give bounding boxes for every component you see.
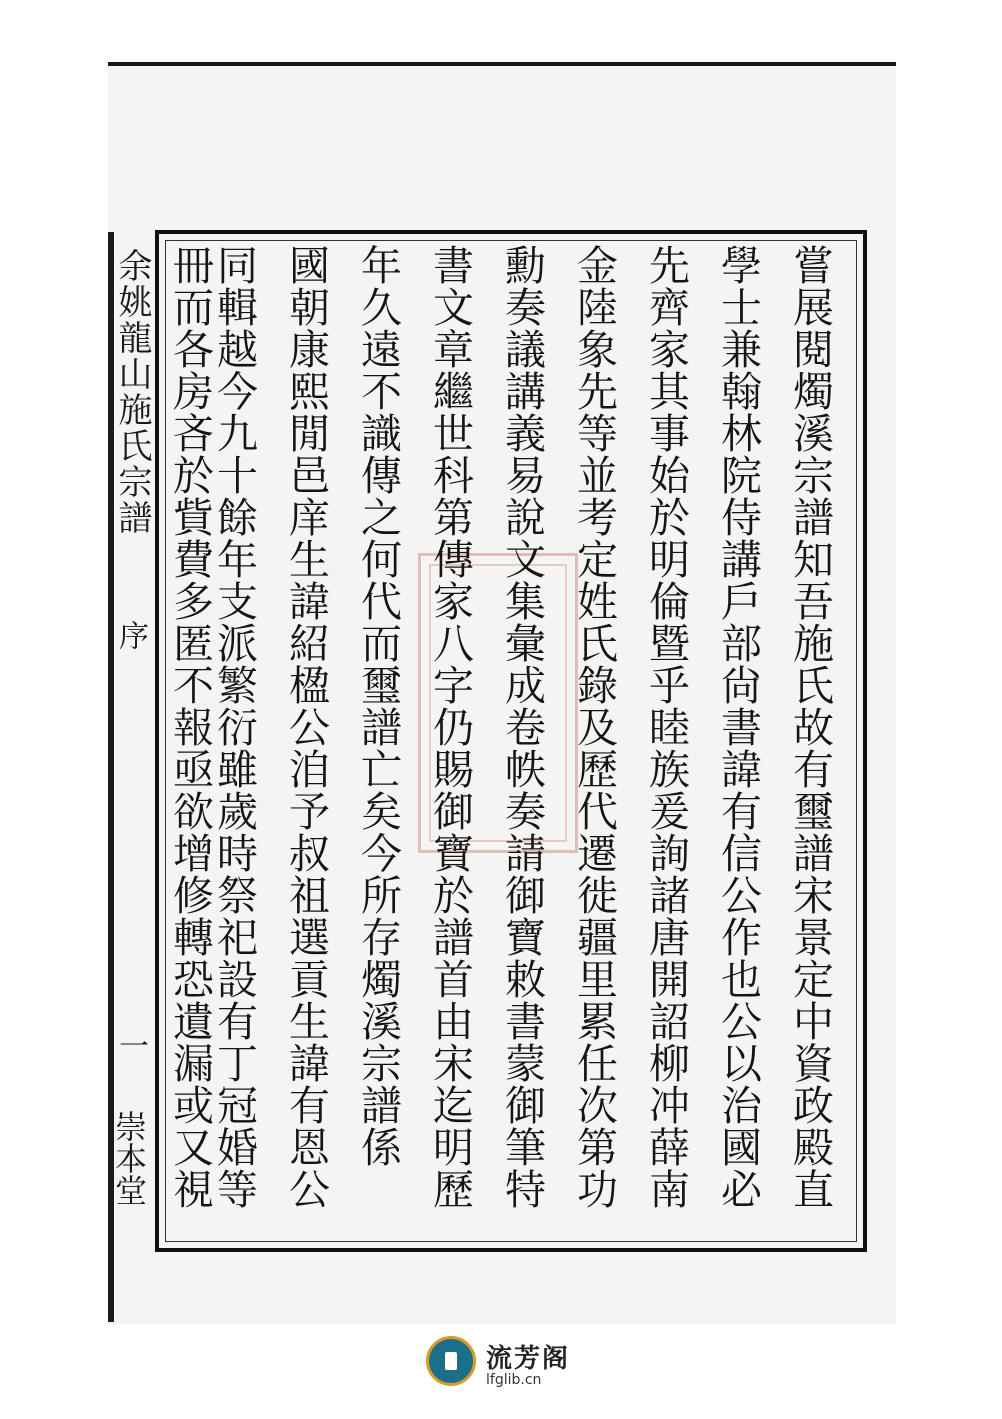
text-column-10: 冊而各房吝於貲費多匿不報亟欲增修轉恐遺漏或又視 (166, 244, 214, 1210)
book-icon (426, 1336, 476, 1386)
text-column-8: 國朝康熙閒邑庠生諱紹楹公洎予叔祖選貢生諱有恩公 (282, 244, 330, 1210)
watermark-url: lfglib.cn (486, 1372, 542, 1388)
text-column-4: 金陸象先等並考定姓氏錄及歷代遷徙疆里累任次第功 (570, 244, 618, 1210)
text-column-9: 同輯越今九十餘年支派繁衍雖歲時祭祀設有丁冠婚等 (210, 244, 258, 1210)
text-column-7: 年久遠不識傳之何代而璽譜亡矣今所存燭溪宗譜係 (354, 244, 402, 1168)
margin-page-number: 一 (113, 1030, 148, 1060)
top-border-rule (108, 62, 896, 66)
text-column-6: 書文章繼世科第傳家八字仍賜御寶於譜首由宋迄明歷 (426, 244, 474, 1210)
margin-hall-name: 崇本堂 (110, 1110, 148, 1206)
text-column-5: 勳奏議講義易說文集彙成卷帙奏請御寶敕書蒙御筆特 (498, 244, 546, 1210)
watermark-logo (426, 1336, 576, 1396)
text-column-1: 嘗展閱燭溪宗譜知吾施氏故有璽譜宋景定中資政殿直 (786, 244, 834, 1210)
text-column-2: 學士兼翰林院侍講戶部尙書諱有信公作也公以治國必 (714, 244, 762, 1210)
margin-book-title: 余姚龍山施氏宗譜 (112, 248, 152, 536)
margin-section-label: 序 (113, 620, 148, 650)
watermark-name: 流芳阁 (486, 1344, 571, 1374)
text-column-3: 先齊家其事始於明倫暨乎睦族爰詢諸唐開詔柳冲薛南 (642, 244, 690, 1210)
